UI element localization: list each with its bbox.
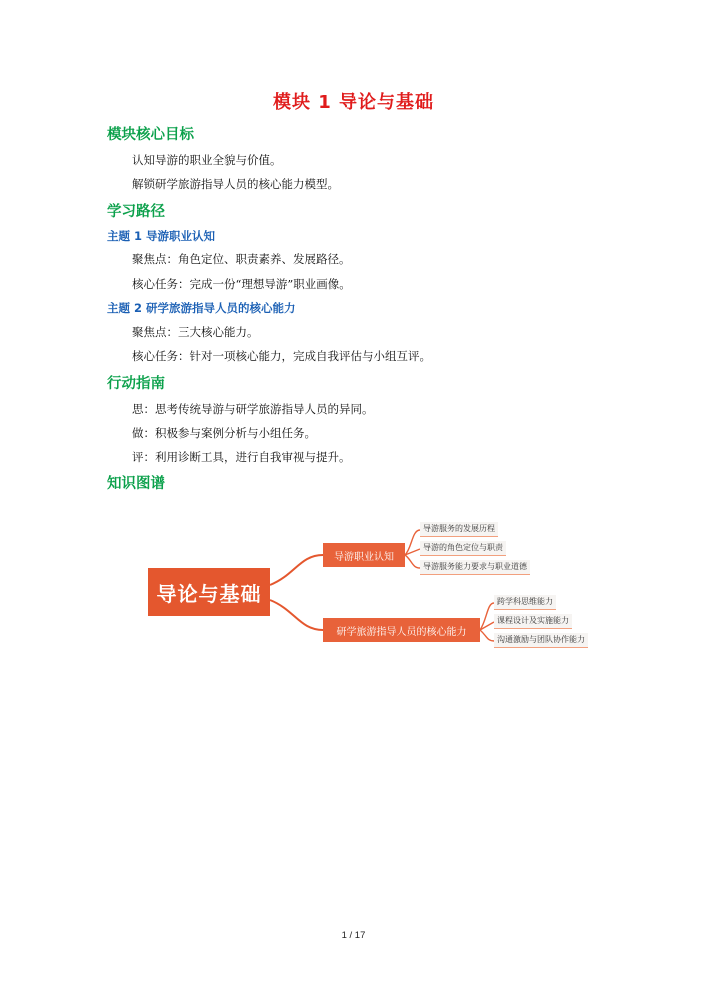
topic2-focus: 聚焦点：三大核心能力。 [132,325,259,339]
goal-item: 认知导游的职业全貌与价值。 [132,153,282,167]
guide-item: 思：思考传统导游与研学旅游指导人员的异同。 [132,402,374,416]
mind-map-root: 导论与基础 [148,568,270,616]
mind-map-leaf: 沟通激励与团队协作能力 [494,633,588,648]
mind-map-leaf: 导游服务的发展历程 [420,522,498,537]
page-number: 1 / 17 [341,930,366,941]
section-heading-goals: 模块核心目标 [107,127,194,143]
page-title: 模块 1 导论与基础 [272,92,435,113]
mind-map-leaf: 导游服务能力要求与职业道德 [420,560,530,575]
guide-item: 评：利用诊断工具，进行自我审视与提升。 [132,450,351,464]
section-heading-map: 知识图谱 [107,476,165,492]
topic1-task: 核心任务：完成一份“理想导游”职业画像。 [132,277,351,291]
mind-map-leaf: 跨学科思维能力 [494,595,556,610]
mind-map-leaf: 导游的角色定位与职责 [420,541,506,556]
topic2-task: 核心任务：针对一项核心能力，完成自我评估与小组互评。 [132,349,431,363]
mind-map-leaf: 课程设计及实施能力 [494,614,572,629]
section-heading-guide: 行动指南 [107,376,165,392]
topic-heading-2: 主题 2 研学旅游指导人员的核心能力 [107,301,296,315]
topic1-focus: 聚焦点：角色定位、职责素养、发展路径。 [132,252,351,266]
goal-item: 解锁研学旅游指导人员的核心能力模型。 [132,177,339,191]
guide-item: 做：积极参与案例分析与小组任务。 [132,426,316,440]
mind-map-branch-1: 导游职业认知 [323,543,405,567]
topic-heading-1: 主题 1 导游职业认知 [107,229,216,243]
mind-map-branch-2: 研学旅游指导人员的核心能力 [323,618,480,642]
section-heading-path: 学习路径 [107,204,165,220]
